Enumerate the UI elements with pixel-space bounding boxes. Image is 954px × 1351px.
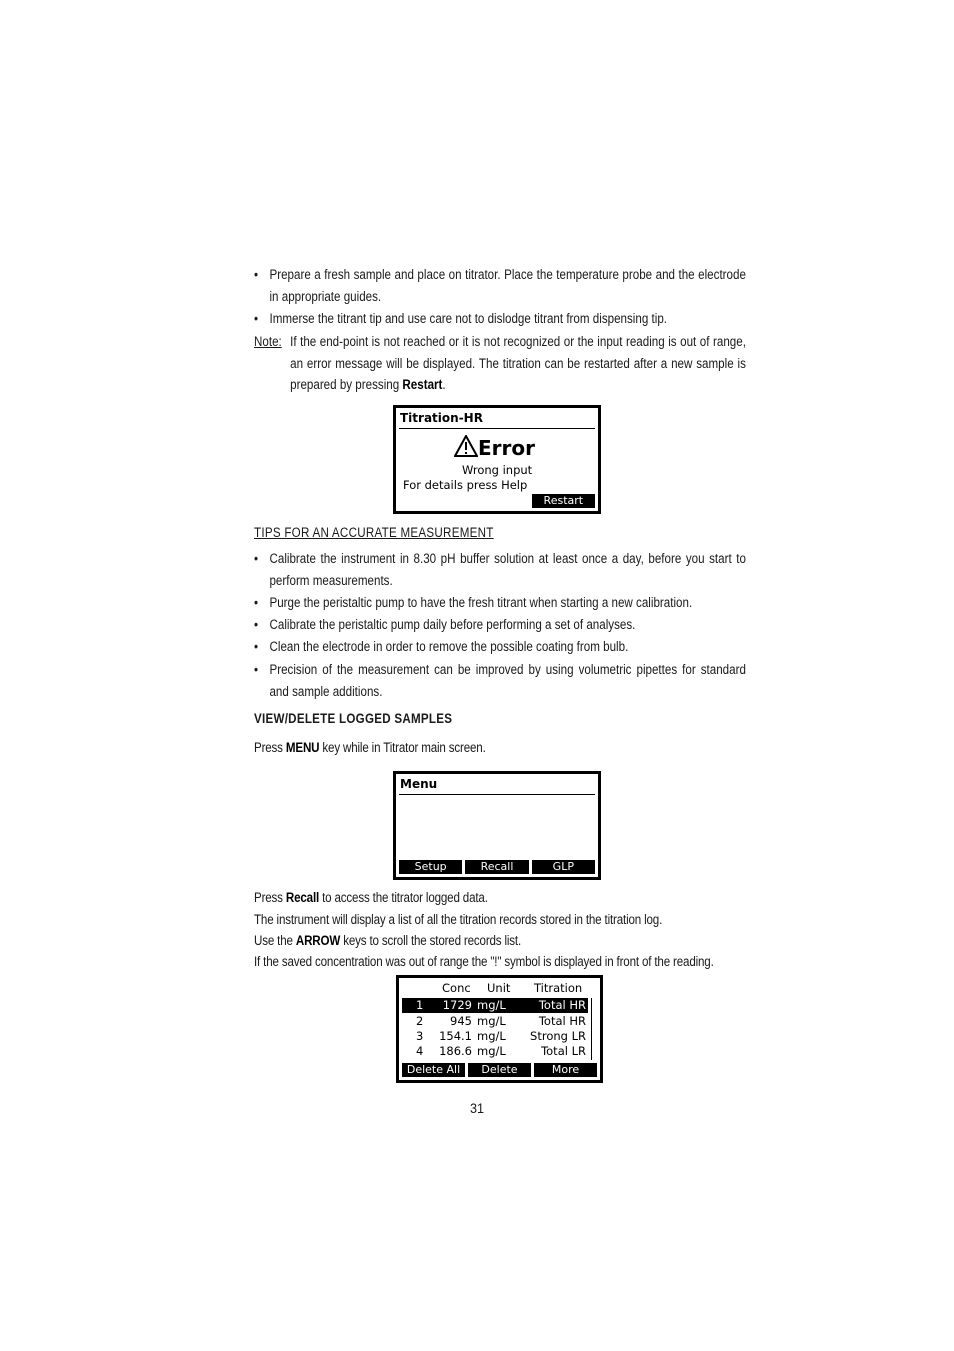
- arrow-keys-rest: keys to scroll the stored records list.: [340, 933, 522, 948]
- row-unit: mg/L: [477, 1014, 506, 1028]
- tip-item: [254, 636, 746, 658]
- bullet-text: Prepare a fresh sample and place on titrator. Place the temperature probe and the electrode in appropriate guides.: [269, 267, 746, 304]
- note-text-end: .: [442, 377, 446, 392]
- press-recall-text: [254, 887, 746, 909]
- tips-heading: TIPS FOR AN ACCURATE MEASUREMENT: [254, 525, 494, 540]
- arrow-keys-text: [254, 930, 746, 952]
- header-unit: Unit: [487, 981, 511, 995]
- press-label: Press: [254, 890, 286, 905]
- view-delete-heading: VIEW/DELETE LOGGED SAMPLES: [254, 711, 453, 726]
- bullet-dot: •: [254, 662, 259, 677]
- row-number: 1: [416, 998, 424, 1012]
- tip-item: [254, 614, 746, 636]
- more-softkey[interactable]: More: [534, 1063, 597, 1077]
- error-softkeys: [399, 494, 595, 508]
- row-conc: 154.1: [439, 1029, 472, 1043]
- row-conc: 1729: [442, 998, 472, 1012]
- press-label: Press: [254, 740, 286, 755]
- bullet-dot: •: [254, 617, 259, 632]
- table-row[interactable]: [402, 1014, 588, 1029]
- error-line-wrong-input: Wrong input: [462, 463, 533, 477]
- tip-text: Purge the peristaltic pump to have the fresh titrant when starting a new calibration.: [269, 595, 693, 610]
- bullet-dot: •: [254, 267, 259, 282]
- tip-item: [254, 592, 746, 614]
- delete-all-softkey[interactable]: Delete All: [402, 1063, 465, 1077]
- recall-softkey[interactable]: Recall: [465, 860, 528, 874]
- menu-screen: [393, 771, 601, 880]
- row-number: 4: [416, 1044, 424, 1058]
- menu-softkeys: [399, 860, 595, 874]
- tip-text: Clean the electrode in order to remove the possible coating from bulb.: [269, 639, 629, 654]
- row-conc: 186.6: [439, 1044, 472, 1058]
- bullet-prepare-sample: [254, 264, 746, 307]
- warning-triangle-icon: [454, 435, 478, 457]
- glp-softkey[interactable]: GLP: [532, 860, 595, 874]
- row-titration: Total HR: [538, 1014, 586, 1028]
- press-recall-rest: to access the titrator logged data.: [319, 890, 488, 905]
- note-text-main: If the end-point is not reached or it is not recognized or the input reading is out of range, an error message will be displayed. The titration can be restarted after a new sample is prepared by pressing: [290, 334, 746, 392]
- error-line-details: For details press Help: [403, 478, 528, 492]
- bullet-text: Immerse the titrant tip and use care not to dislodge titrant from dispensing tip.: [269, 311, 668, 326]
- row-number: 2: [416, 1014, 424, 1028]
- menu-screen-title: Menu: [400, 777, 438, 791]
- row-number: 3: [416, 1029, 424, 1043]
- menu-key-label: MENU: [285, 740, 320, 755]
- use-label: Use the: [254, 933, 296, 948]
- softkey-empty: [465, 494, 528, 508]
- recall-key-label: Recall: [285, 890, 320, 905]
- restart-softkey[interactable]: Restart: [532, 494, 595, 508]
- page-number: 31: [469, 1100, 485, 1116]
- records-header: [402, 981, 597, 995]
- row-titration: Total HR: [538, 998, 586, 1012]
- bullet-immerse-tip: [254, 308, 746, 330]
- table-row[interactable]: [402, 1044, 588, 1059]
- row-titration: Strong LR: [530, 1029, 586, 1043]
- tip-text: Calibrate the instrument in 8.30 pH buffer solution at least once a day, before you start to perform measurements.: [269, 551, 746, 588]
- records-list-text: The instrument will display a list of all the titration records stored in the titration log.: [254, 912, 663, 927]
- note-block: [254, 331, 746, 396]
- scrollbar[interactable]: [591, 998, 592, 1060]
- tip-text: Precision of the measurement can be improved by using volumetric pipettes for standard and sample additions.: [269, 662, 746, 699]
- softkey-empty: [399, 494, 462, 508]
- row-unit: mg/L: [477, 1029, 506, 1043]
- arrow-key-label: ARROW: [295, 933, 341, 948]
- tip-item: [254, 548, 746, 591]
- restart-key-label: Restart: [402, 377, 443, 392]
- out-of-range-text: If the saved concentration was out of range the "!" symbol is displayed in front of the reading.: [254, 954, 714, 969]
- bullet-dot: •: [254, 639, 259, 654]
- records-softkeys: [402, 1063, 597, 1077]
- table-row[interactable]: [402, 1029, 588, 1044]
- title-rule: [399, 428, 595, 429]
- row-conc: 945: [450, 1014, 472, 1028]
- bullet-dot: •: [254, 551, 259, 566]
- tip-text: Calibrate the peristaltic pump daily before performing a set of analyses.: [269, 617, 636, 632]
- press-menu-rest: key while in Titrator main screen.: [319, 740, 486, 755]
- table-row[interactable]: [402, 998, 588, 1013]
- row-unit: mg/L: [477, 1044, 506, 1058]
- header-titration: Titration: [534, 981, 583, 995]
- bullet-dot: •: [254, 595, 259, 610]
- note-text: [254, 331, 746, 396]
- error-screen: [393, 405, 601, 514]
- delete-softkey[interactable]: Delete: [468, 1063, 531, 1077]
- header-conc: Conc: [442, 981, 471, 995]
- records-screen: [396, 975, 603, 1083]
- row-unit: mg/L: [477, 998, 506, 1012]
- bullet-dot: •: [254, 311, 259, 326]
- setup-softkey[interactable]: Setup: [399, 860, 462, 874]
- row-titration: Total LR: [541, 1044, 586, 1058]
- title-rule: [399, 794, 595, 795]
- error-heading: Error: [478, 436, 535, 460]
- tip-item: [254, 659, 746, 702]
- note-label: Note:: [254, 334, 282, 349]
- press-menu-text: [254, 737, 746, 759]
- error-screen-title: Titration-HR: [400, 411, 483, 425]
